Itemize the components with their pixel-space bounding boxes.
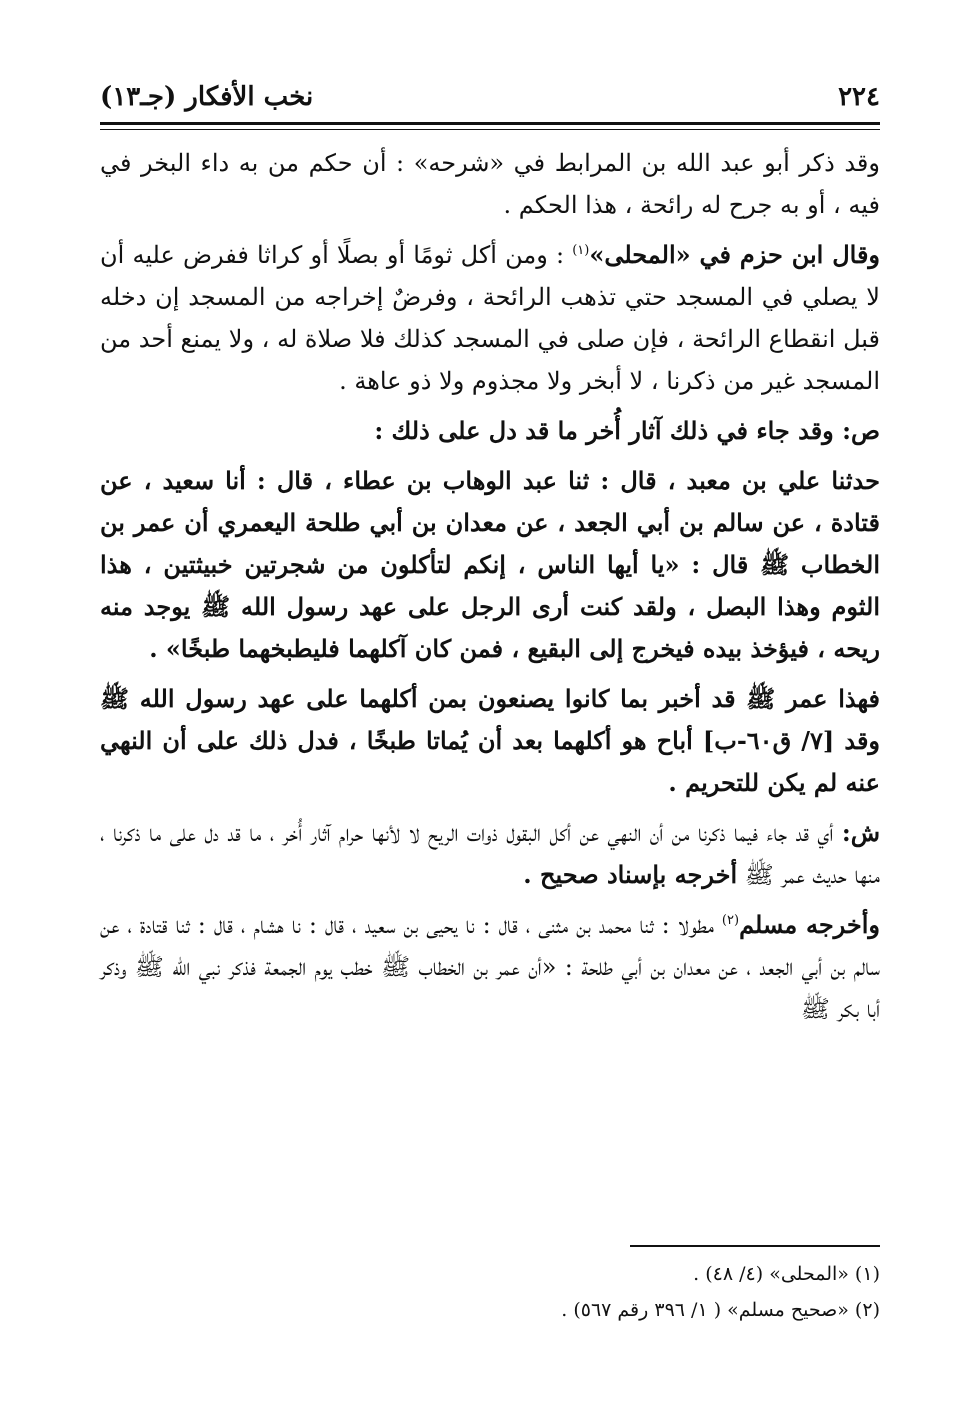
paragraph <box>100 142 880 226</box>
footnote-marker: (١) <box>572 243 590 258</box>
paragraph <box>100 904 880 1030</box>
paragraph-lead: ش: <box>841 818 880 847</box>
footnote: (٢) «صحيح مسلم» ( ١/ ٣٩٦ رقم ٥٦٧) . <box>561 1299 880 1321</box>
paragraph-text: فهذا عمر ﷺ قد أخبر بما كانوا يصنعون بمن أكلهما على عهد رسول الله ﷺ وقد [٧/ ق٦٠-ب] أباح هو أكلهما بعد أن يُماتا طبخًا ، فدل ذلك على أن النهي عنه لم يكن للتحريم . <box>100 684 881 797</box>
hadith-text <box>100 460 880 670</box>
footnote: (١) «المحلى» (٤/ ٤٨) . <box>693 1263 880 1285</box>
paragraph <box>100 812 880 896</box>
paragraph-tail: أخرجه بإسناد صحيح . <box>523 860 738 889</box>
page-header <box>100 72 880 122</box>
main-text <box>100 142 880 1038</box>
paragraph <box>100 234 880 402</box>
page-number: ٢٢٤ <box>838 82 880 112</box>
paragraph-lead: وأخرجه مسلم <box>739 910 880 939</box>
paragraph-text: وقد ذكر أبو عبد الله بن المرابط في «شرحه» : أن حكم من به داء البخر في فيه ، أو به جرح له رائحة ، هذا الحكم . <box>100 149 880 219</box>
paragraph-lead: وقال ابن حزم في «المحلى» <box>589 240 881 269</box>
paragraph-text: أي قد جاء فيما ذكرنا من أن النهي عن أكل البقول ذوات الريح لا لأنها حرام آثار أُخر ، ما قد دل على ما ذكرنا ، منها حديث عمر ﷺ <box>100 819 880 889</box>
paragraph-text: مطولا : ثنا محمد بن مثنى ، قال : نا يحيى بن سعيد ، قال : نا هشام ، قال : ثنا قتادة ، عن سالم بن أبي الجعد ، عن معدان بن أبي طلحة : «أن عمر بن الخطاب ﷺ خطب يوم الجمعة فذكر نبي الله ﷺ وذكر أبا بكر ﷺ <box>100 911 881 1023</box>
header-rule <box>100 122 880 130</box>
footnote-rule <box>630 1245 880 1247</box>
footnotes <box>100 1256 880 1328</box>
book-title: نخب الأفكار (جـ١٣) <box>100 82 314 112</box>
paragraph-text: ص: وقد جاء في ذلك آثار أُخر ما قد دل على ذلك : <box>374 416 880 445</box>
footnote-marker: (٢) <box>721 913 740 928</box>
section-heading <box>100 410 880 452</box>
paragraph-text: : ومن أكل ثومًا أو بصلًا أو كراثا ففرض عليه أن لا يصلي في المسجد حتي تذهب الرائحة ، وفرضٌ إخراجه من المسجد إن دخله قبل انقطاع الرائحة ، فإن صلى في المسجد كذلك فلا صلاة له ، ولا يمنع أحد من المسجد غير من ذكرنا ، لا أبخر ولا مجذوم ولا ذو عاهة . <box>100 241 880 395</box>
paragraph-text: حدثنا علي بن معبد ، قال : ثنا عبد الوهاب بن عطاء ، قال : أنا سعيد ، عن قتادة ، عن سالم بن أبي الجعد ، عن معدان بن أبي طلحة اليعمري أن عمر بن الخطاب ﷺ قال : «يا أيها الناس ، إنكم لتأكلون من شجرتين خبيثتين ، هذا الثوم وهذا البصل ، ولقد كنت أرى الرجل على عهد رسول الله ﷺ يوجد منه ريحه ، فيؤخذ بيده فيخرج إلى البقيع ، فمن كان آكلهما فليطبخهما طبخًا» . <box>100 466 881 663</box>
commentary-text <box>100 678 880 804</box>
